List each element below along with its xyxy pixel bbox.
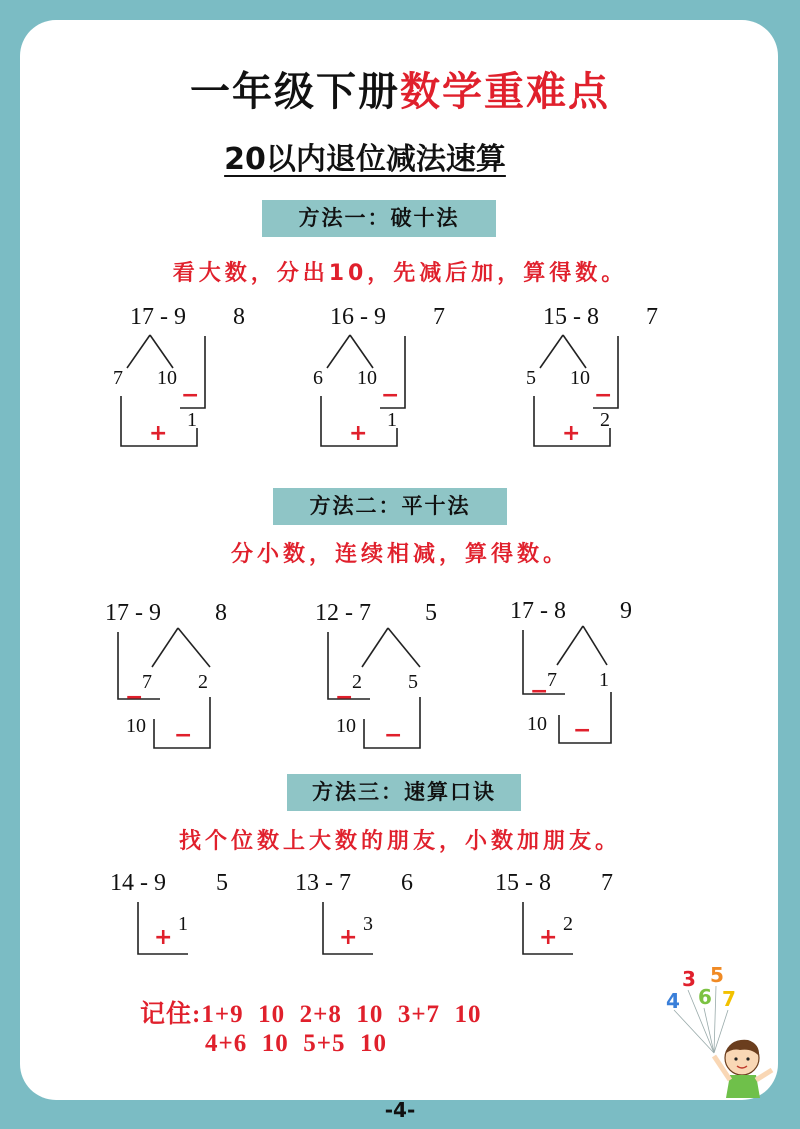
- plus-sign: +: [154, 925, 173, 950]
- method-1-example-1: [105, 300, 265, 460]
- balloon-digit-6: 6: [698, 985, 712, 1009]
- title-part-1: 一年级下册: [190, 69, 400, 115]
- split-line-right: [178, 628, 210, 667]
- first-minus-sign: −: [125, 685, 144, 710]
- answer: 9: [620, 598, 632, 624]
- answer: 7: [646, 304, 658, 330]
- page-title: [0, 60, 800, 117]
- split-line-left: [127, 335, 150, 368]
- intermediate-ten: 10: [126, 715, 146, 737]
- balloon-digit-4: 4: [666, 989, 680, 1013]
- method-3-example-1: [108, 862, 248, 962]
- split-right: 2: [198, 671, 208, 693]
- split-line-left: [540, 335, 563, 368]
- partial-result: 1: [187, 409, 197, 431]
- split-left: 7: [547, 669, 557, 691]
- subtitle-text: 20以内退位减法速算: [224, 142, 506, 177]
- minus-sign: −: [381, 383, 400, 408]
- second-minus-sign: −: [384, 723, 403, 748]
- split-line-left: [557, 626, 583, 665]
- answer: 5: [425, 600, 437, 626]
- partial-result: 2: [600, 409, 610, 431]
- minus-sign: −: [181, 383, 200, 408]
- equation: 17 - 8: [510, 598, 566, 624]
- split-left: 7: [113, 367, 123, 389]
- plus-sign: +: [539, 925, 558, 950]
- equation: 13 - 7: [295, 870, 351, 896]
- split-right: 1: [599, 669, 609, 691]
- balloon-digit-3: 3: [682, 967, 696, 991]
- equation: 17 - 9: [105, 600, 161, 626]
- second-minus-sign: −: [174, 723, 193, 748]
- minus-sign: −: [594, 383, 613, 408]
- title-part-2: 数学重难点: [400, 69, 610, 115]
- method-2-example-1: [100, 592, 260, 757]
- split-right: 10: [357, 367, 377, 389]
- answer: 8: [233, 304, 245, 330]
- split-line-right: [350, 335, 373, 368]
- method-2-example-2: [310, 592, 470, 757]
- split-right: 5: [408, 671, 418, 693]
- method-1-label: 方法一：破十法: [262, 200, 496, 237]
- method-1-rule: 看大数，分出10，先减后加，算得数。: [172, 261, 628, 286]
- method-1-example-2: [305, 300, 465, 460]
- balloon-digit-5: 5: [710, 963, 724, 987]
- split-line-left: [152, 628, 178, 667]
- intermediate-ten: 10: [336, 715, 356, 737]
- method-2-label: 方法二：平十法: [273, 488, 507, 525]
- equation: 17 - 9: [130, 304, 186, 330]
- answer: 5: [216, 870, 228, 896]
- page-number: -4-: [384, 1098, 416, 1122]
- balloon-digit-7: 7: [722, 987, 736, 1011]
- equation: 15 - 8: [543, 304, 599, 330]
- intermediate-ten: 10: [527, 713, 547, 735]
- first-minus-sign: −: [530, 679, 549, 704]
- first-minus-sign: −: [335, 685, 354, 710]
- split-left: 2: [352, 671, 362, 693]
- friend-number: 3: [363, 913, 373, 935]
- split-line-left: [327, 335, 350, 368]
- answer: 8: [215, 600, 227, 626]
- method-2-rule: 分小数，连续相减，算得数。: [230, 542, 569, 567]
- equation: 12 - 7: [315, 600, 371, 626]
- plus-sign: +: [149, 421, 168, 446]
- method-3-example-3: [493, 862, 633, 962]
- split-line-right: [563, 335, 586, 368]
- equation: 16 - 9: [330, 304, 386, 330]
- split-right: 10: [157, 367, 177, 389]
- answer: 6: [401, 870, 413, 896]
- second-minus-sign: −: [573, 718, 592, 743]
- split-line-right: [150, 335, 173, 368]
- partial-result: 1: [387, 409, 397, 431]
- split-line-left: [362, 628, 388, 667]
- split-left: 7: [142, 671, 152, 693]
- remember-line-1: 记住:1+9 10 2+8 10 3+7 10: [140, 1001, 482, 1028]
- method-3-label: 方法三：速算口诀: [287, 774, 521, 811]
- answer: 7: [601, 870, 613, 896]
- method-3-example-2: [293, 862, 433, 962]
- method-3-rule: 找个位数上大数的朋友，小数加朋友。: [178, 829, 621, 854]
- plus-sign: +: [349, 421, 368, 446]
- plus-sign: +: [562, 421, 581, 446]
- equation: 15 - 8: [495, 870, 551, 896]
- equation: 14 - 9: [110, 870, 166, 896]
- split-left: 5: [526, 367, 536, 389]
- boy-with-number-balloons-icon: [660, 958, 780, 1103]
- remember-line-2: 4+6 10 5+5 10: [205, 1030, 387, 1057]
- plus-sign: +: [339, 925, 358, 950]
- answer: 7: [433, 304, 445, 330]
- split-right: 10: [570, 367, 590, 389]
- method-2-example-3: [505, 590, 665, 755]
- split-line-right: [583, 626, 607, 665]
- split-left: 6: [313, 367, 323, 389]
- page-subtitle: [0, 134, 730, 178]
- split-line-right: [388, 628, 420, 667]
- friend-number: 1: [178, 913, 188, 935]
- friend-number: 2: [563, 913, 573, 935]
- method-1-example-3: [518, 300, 678, 460]
